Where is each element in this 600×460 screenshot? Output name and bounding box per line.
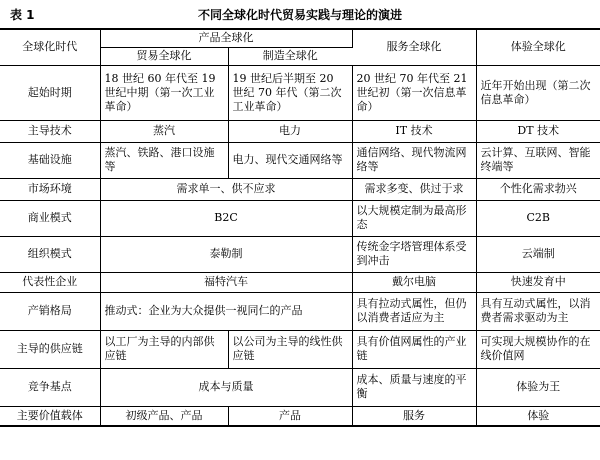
row-label: 主导的供应链: [0, 330, 100, 368]
cell-manufacturing: 电力: [228, 120, 352, 142]
row-infrastructure: [0, 142, 600, 178]
cell-product: 泰勒制: [100, 236, 352, 272]
row-business-model: [0, 200, 600, 236]
cell-experience: C2B: [476, 200, 600, 236]
row-label: 商业模式: [0, 200, 100, 236]
globalization-comparison-table: [0, 28, 600, 427]
row-start-period: [0, 65, 600, 120]
cell-service: 传统金字塔管理体系受到冲击: [352, 236, 476, 272]
row-label: 基础设施: [0, 142, 100, 178]
header-row-1: [0, 29, 600, 47]
cell-manufacturing: 产品: [228, 406, 352, 426]
cell-trade: 以工厂为主导的内部供应链: [100, 330, 228, 368]
cell-service: 以大规模定制为最高形态: [352, 200, 476, 236]
cell-service: 20 世纪 70 年代至 21 世纪初（第一次信息革命）: [352, 65, 476, 120]
cell-service: IT 技术: [352, 120, 476, 142]
cell-service: 服务: [352, 406, 476, 426]
cell-product: 需求单一、供不应求: [100, 178, 352, 200]
cell-product: 推动式：企业为大众提供一视同仁的产品: [100, 292, 352, 330]
cell-experience: 具有互动式属性，以消费者需求驱动为主: [476, 292, 600, 330]
row-label: 主要价值载体: [0, 406, 100, 426]
cell-service: 戴尔电脑: [352, 272, 476, 292]
row-competition-basis: [0, 368, 600, 406]
row-label: 主导技术: [0, 120, 100, 142]
cell-manufacturing: 19 世纪后半期至 20 世纪 70 年代（第二次工业革命）: [228, 65, 352, 120]
cell-service: 成本、质量与速度的平衡: [352, 368, 476, 406]
cell-experience: 快速发育中: [476, 272, 600, 292]
cell-product: 福特汽车: [100, 272, 352, 292]
row-org-model: [0, 236, 600, 272]
cell-service: 具有价值网属性的产业链: [352, 330, 476, 368]
cell-trade: 蒸汽、铁路、港口设施等: [100, 142, 228, 178]
header-service-globalization: 服务全球化: [352, 29, 476, 65]
row-production-pattern: [0, 292, 600, 330]
cell-service: 需求多变、供过于求: [352, 178, 476, 200]
header-product-globalization: 产品全球化: [100, 29, 352, 47]
row-label: 组织模式: [0, 236, 100, 272]
row-supply-chain: [0, 330, 600, 368]
row-value-carrier: [0, 406, 600, 426]
row-label: 竞争基点: [0, 368, 100, 406]
cell-trade: 初级产品、产品: [100, 406, 228, 426]
row-label: 起始时期: [0, 65, 100, 120]
row-label: 产销格局: [0, 292, 100, 330]
cell-manufacturing: 电力、现代交通网络等: [228, 142, 352, 178]
header-experience-globalization: 体验全球化: [476, 29, 600, 65]
header-manufacturing-globalization: 制造全球化: [228, 47, 352, 65]
cell-service: 通信网络、现代物流网络等: [352, 142, 476, 178]
cell-experience: 云计算、互联网、智能终端等: [476, 142, 600, 178]
cell-experience: 个性化需求勃兴: [476, 178, 600, 200]
cell-service: 具有拉动式属性，但仍以消费者适应为主: [352, 292, 476, 330]
table-title: 不同全球化时代贸易实践与理论的演进: [197, 8, 402, 22]
cell-manufacturing: 以公司为主导的线性供应链: [228, 330, 352, 368]
row-label: 市场环境: [0, 178, 100, 200]
cell-trade: 18 世纪 60 年代至 19 世纪中期（第一次工业革命）: [100, 65, 228, 120]
table-number: 表 1: [10, 8, 35, 22]
cell-product: B2C: [100, 200, 352, 236]
row-company: [0, 272, 600, 292]
header-trade-globalization: 贸易全球化: [100, 47, 228, 65]
header-era: 全球化时代: [0, 29, 100, 65]
cell-experience: 体验为王: [476, 368, 600, 406]
cell-experience: 可实现大规模协作的在线价值网: [476, 330, 600, 368]
cell-experience: 近年开始出现（第二次信息革命）: [476, 65, 600, 120]
row-label: 代表性企业: [0, 272, 100, 292]
cell-product: 成本与质量: [100, 368, 352, 406]
cell-experience: DT 技术: [476, 120, 600, 142]
table-caption: [0, 4, 600, 26]
cell-experience: 体验: [476, 406, 600, 426]
cell-trade: 蒸汽: [100, 120, 228, 142]
row-market: [0, 178, 600, 200]
row-tech: [0, 120, 600, 142]
cell-experience: 云端制: [476, 236, 600, 272]
